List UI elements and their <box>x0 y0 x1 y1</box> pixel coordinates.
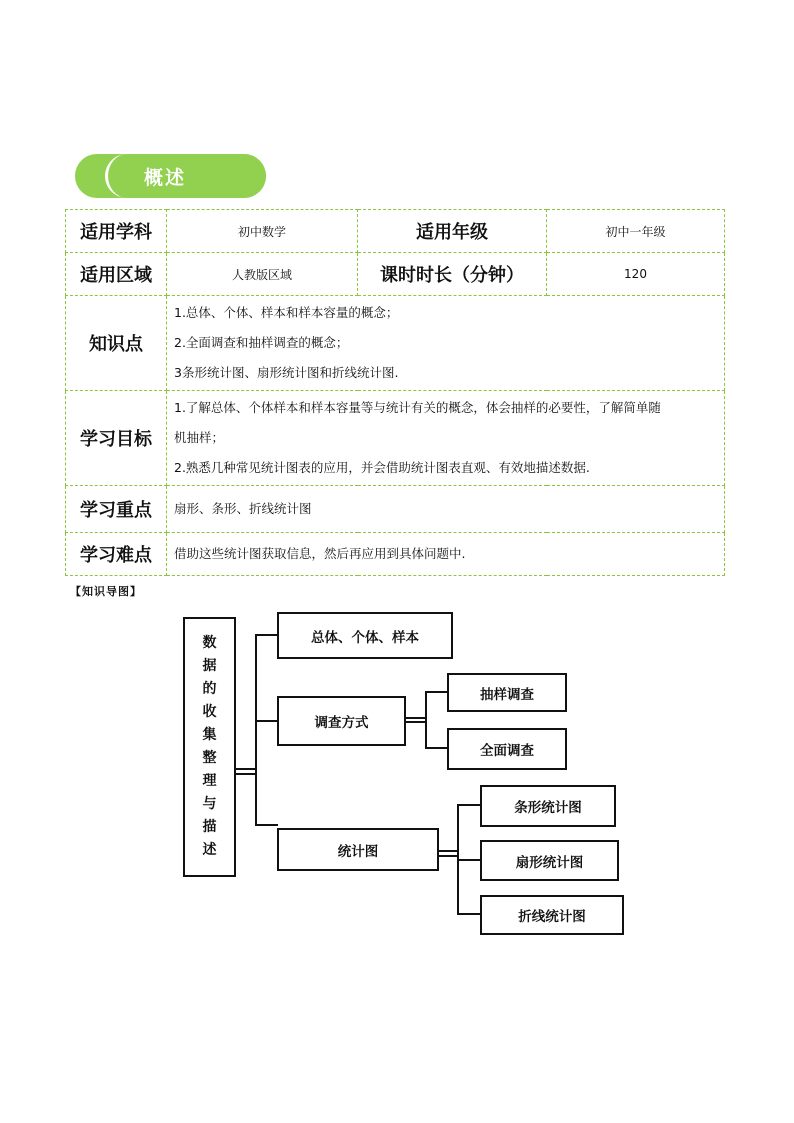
difficulties-label: 学习难点 <box>66 533 167 576</box>
key-points-label: 学习重点 <box>66 486 167 533</box>
table-row <box>66 486 725 533</box>
table-row <box>66 210 725 253</box>
goals-content <box>167 391 725 486</box>
grade-value: 初中一年级 <box>547 210 725 253</box>
node-survey-methods: 调查方式 <box>277 696 406 746</box>
knowledge-content <box>167 296 725 391</box>
connector-line <box>457 913 481 915</box>
subject-label: 适用学科 <box>66 210 167 253</box>
root-char: 收 <box>202 704 217 720</box>
node-pie-chart: 扇形统计图 <box>480 840 619 881</box>
goals-line: 2.熟悉几种常见统计图表的应用，并会借助统计图表直观、有效地描述数据. <box>174 460 590 475</box>
node-bar-chart: 条形统计图 <box>480 785 616 827</box>
connector-line <box>255 634 278 636</box>
root-char: 整 <box>202 750 217 766</box>
knowledge-map-label: 【知识导图】 <box>70 585 142 598</box>
root-char: 与 <box>202 796 217 812</box>
duration-value: 120 <box>547 253 725 296</box>
node-statistical-charts: 统计图 <box>277 828 439 871</box>
connector-line <box>236 768 256 770</box>
node-sampling-survey: 抽样调查 <box>447 673 567 712</box>
key-points-text: 扇形、条形、折线统计图 <box>167 486 725 533</box>
overview-title: 概述 <box>144 167 187 189</box>
knowledge-line: 3条形统计图、扇形统计图和折线统计图. <box>174 365 399 380</box>
mindmap-root-node <box>183 617 236 877</box>
connector-line <box>406 717 426 719</box>
knowledge-line: 1.总体、个体、样本和样本容量的概念； <box>174 305 399 320</box>
connector-line <box>255 720 278 722</box>
knowledge-line: 2.全面调查和抽样调查的概念； <box>174 335 349 350</box>
table-row <box>66 253 725 296</box>
root-char: 描 <box>202 819 217 835</box>
root-char: 理 <box>202 773 217 789</box>
root-char: 集 <box>202 727 217 743</box>
connector-line <box>457 859 481 861</box>
connector-line <box>425 691 427 748</box>
difficulties-text: 借助这些统计图获取信息，然后再应用到具体问题中. <box>167 533 725 576</box>
table-row <box>66 296 725 391</box>
node-census: 全面调查 <box>447 728 567 770</box>
connector-line <box>425 747 448 749</box>
subject-value: 初中数学 <box>167 210 358 253</box>
node-line-chart: 折线统计图 <box>480 895 624 935</box>
connector-line <box>406 721 426 723</box>
root-char: 述 <box>202 842 217 858</box>
connector-line <box>438 855 458 857</box>
connector-line <box>255 635 257 825</box>
node-population: 总体、个体、样本 <box>277 612 453 659</box>
root-char: 的 <box>202 681 217 697</box>
table-row <box>66 533 725 576</box>
duration-label: 课时时长（分钟） <box>358 253 547 296</box>
connector-line <box>457 804 481 806</box>
knowledge-label: 知识点 <box>66 296 167 391</box>
region-label: 适用区域 <box>66 253 167 296</box>
course-info-table <box>65 209 725 576</box>
root-char: 数 <box>202 635 217 651</box>
connector-line <box>255 824 278 826</box>
goals-line: 机抽样； <box>174 430 225 445</box>
grade-label: 适用年级 <box>358 210 547 253</box>
connector-line <box>425 691 448 693</box>
table-row <box>66 391 725 486</box>
connector-line <box>438 850 458 852</box>
region-value: 人教版区域 <box>167 253 358 296</box>
connector-line <box>236 773 256 775</box>
goals-line: 1.了解总体、个体样本和样本容量等与统计有关的概念，体会抽样的必要性，了解简单随 <box>174 400 661 415</box>
root-char: 据 <box>202 658 217 674</box>
goals-label: 学习目标 <box>66 391 167 486</box>
